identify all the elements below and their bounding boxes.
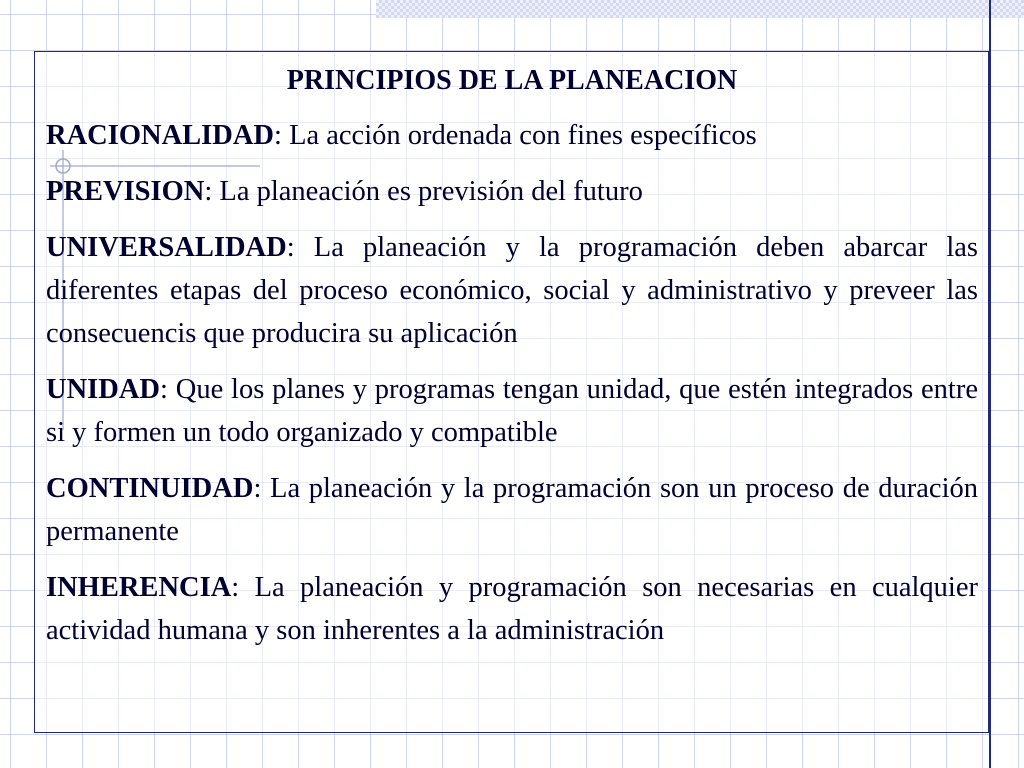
principle-term: RACIONALIDAD: [46, 120, 275, 151]
principle-term: CONTINUIDAD: [46, 473, 254, 504]
principle-description: Que los planes y programas tengan unidad, que estén integrados entre si y formen un todo organizado y compatible: [46, 374, 978, 448]
principle-term: PREVISION: [46, 176, 205, 207]
principle-continuidad: [46, 467, 978, 553]
principle-term: INHERENCIA: [46, 572, 232, 603]
principle-term: UNIVERSALIDAD: [46, 232, 287, 263]
principle-term: UNIDAD: [46, 374, 160, 405]
principle-unidad: [46, 368, 978, 454]
slide-content-box: [34, 51, 989, 733]
page-title: PRINCIPIOS DE LA PLANEACION: [286, 65, 738, 96]
principle-description: La planeación y la programación deben abarcar las diferentes etapas del proceso económico, social y administrativo y preveer las consecuencis que producira su aplicación: [46, 232, 978, 349]
principle-inherencia: [46, 566, 978, 652]
principle-description: La planeación y la programación son un proceso de duración permanente: [46, 473, 978, 547]
principle-separator: :: [231, 572, 240, 603]
principle-separator: :: [160, 374, 168, 405]
principle-separator: :: [274, 120, 282, 151]
principle-separator: :: [204, 176, 213, 207]
principle-prevision: [46, 170, 978, 213]
principle-description: La planeación es previsión del futuro: [212, 176, 643, 207]
decorative-right-rule: [989, 0, 991, 768]
decorative-top-band: [376, 0, 1024, 18]
principle-racionalidad: [46, 114, 978, 157]
principle-separator: :: [286, 232, 295, 263]
principle-description: La acción ordenada con fines específicos: [281, 120, 757, 151]
principle-universalidad: [46, 226, 978, 355]
principle-description: La planeación y programación son necesarias en cualquier actividad humana y son inherentes a la administración: [46, 572, 978, 646]
principle-separator: :: [253, 473, 262, 504]
